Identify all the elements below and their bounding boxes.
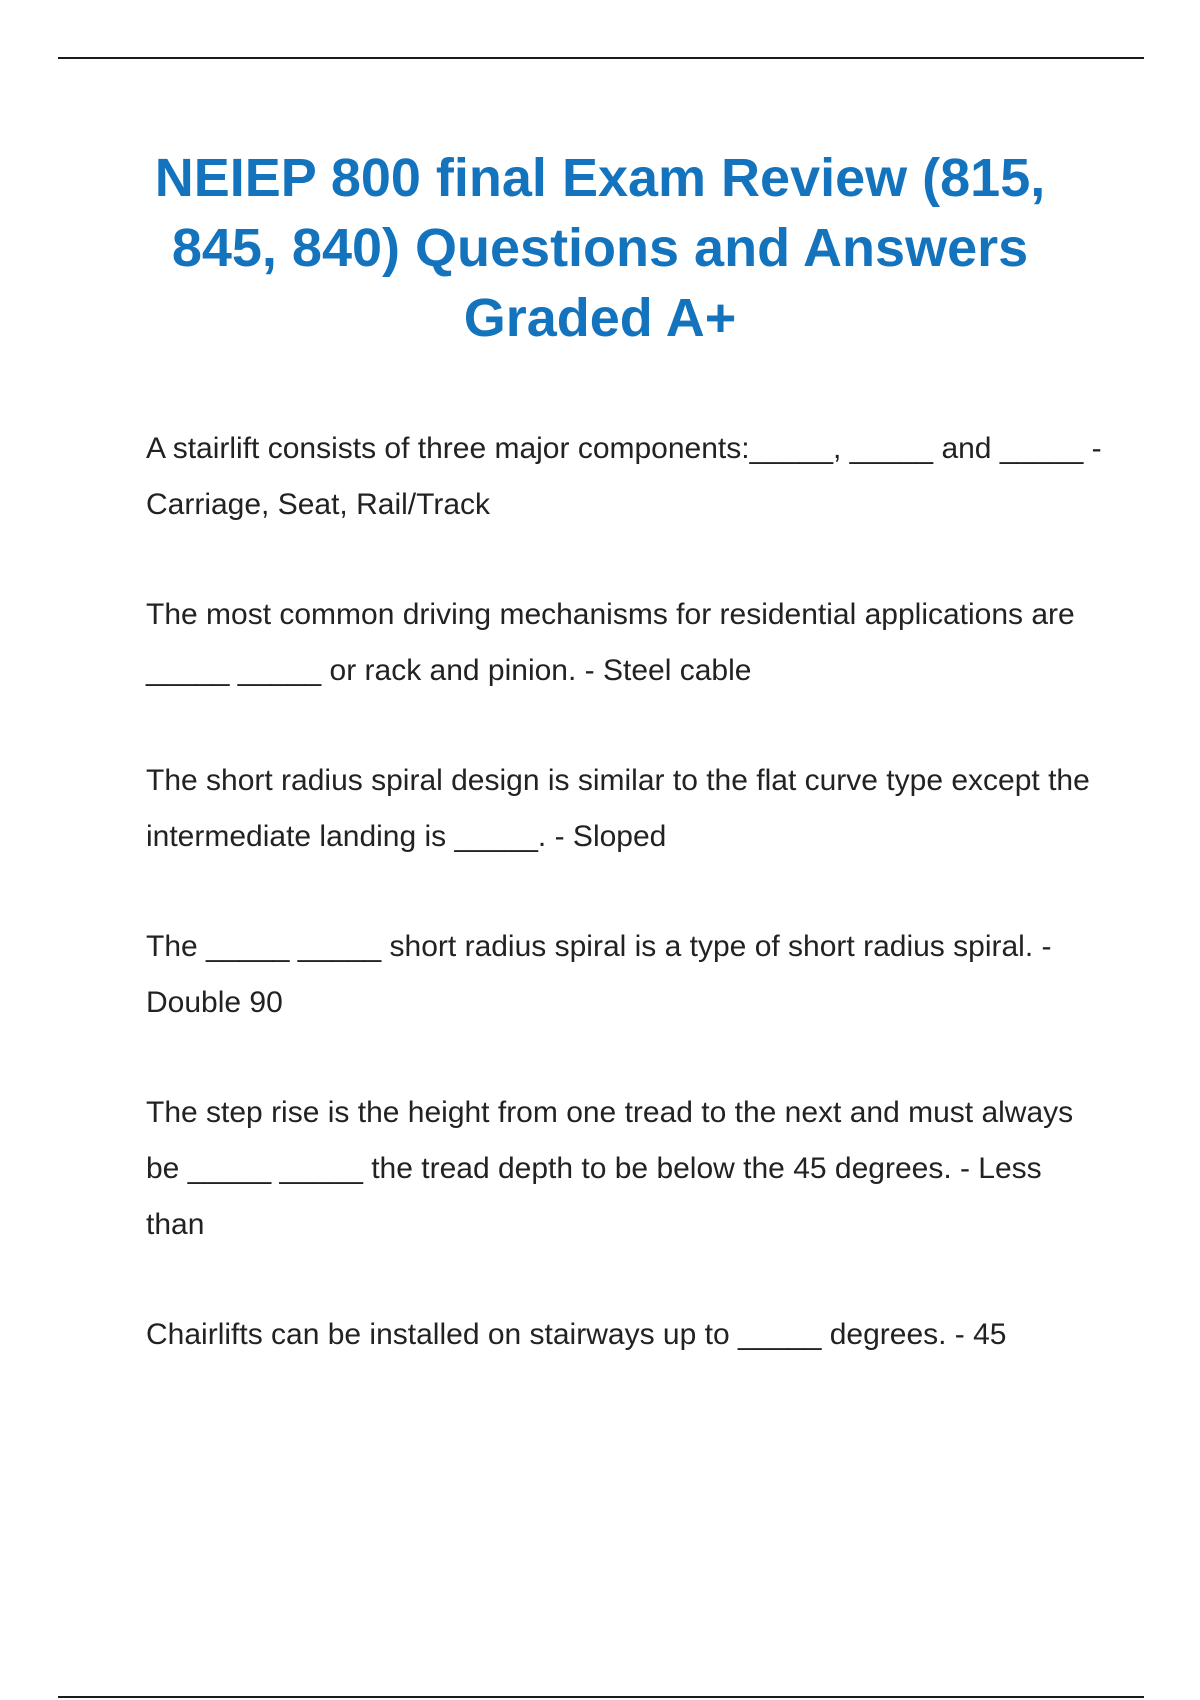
- qa-item: The step rise is the height from one tread to the next and must always be _____ _____ the tread depth to be below the 45 degrees. - Less than: [146, 1096, 1074, 1241]
- qa-item: The short radius spiral design is similar to the flat curve type except the intermediate landing is _____. - Sloped: [146, 764, 1090, 853]
- qa-item: The _____ _____ short radius spiral is a type of short radius spiral. - Double 90: [146, 930, 1052, 1019]
- qa-item: A stairlift consists of three major components:_____, _____ and _____ - Carriage, Seat, Rail/Track: [146, 432, 1102, 521]
- document-title: NEIEP 800 final Exam Review (815, 845, 840) Questions and Answers Graded A+: [154, 148, 1046, 348]
- qa-item: Chairlifts can be installed on stairways up to _____ degrees. - 45: [146, 1318, 1007, 1351]
- top-rule: [58, 57, 1144, 59]
- qa-item: The most common driving mechanisms for residential applications are _____ _____ or rack and pinion. - Steel cable: [146, 598, 1075, 687]
- bottom-rule: [58, 1696, 1144, 1698]
- qa-list: [146, 421, 1106, 1417]
